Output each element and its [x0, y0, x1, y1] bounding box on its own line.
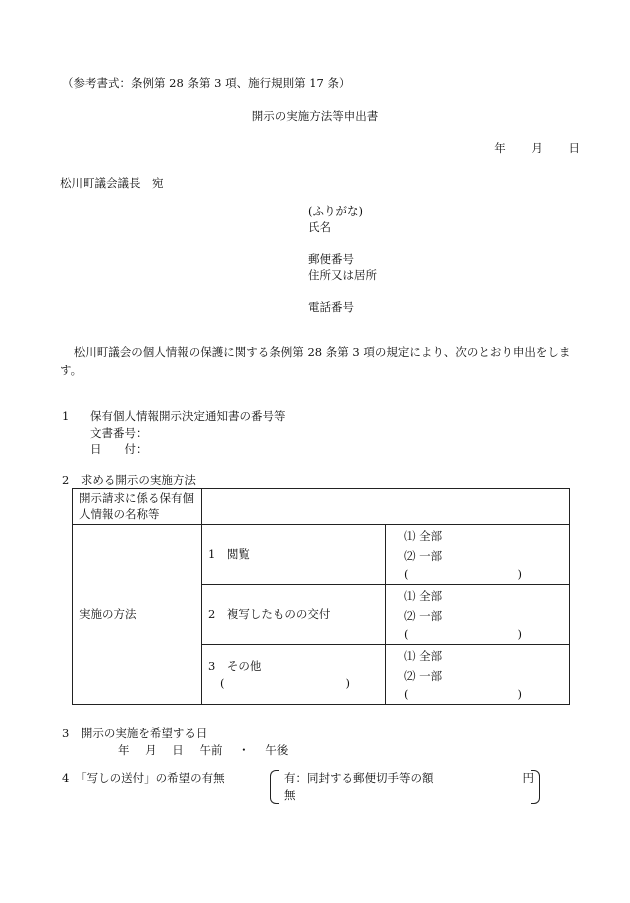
- method-3-label: 3 その他 ( ): [202, 645, 386, 705]
- document-title: 開示の実施方法等申出書: [251, 109, 379, 123]
- method-2-label: 2 複写したものの交付: [202, 585, 386, 645]
- section-1-number: 1: [62, 409, 70, 423]
- doc-date-label: 日 付：: [90, 442, 148, 457]
- phone-label: 電話番号: [308, 300, 354, 314]
- method-1-options[interactable]: [386, 525, 570, 585]
- section-1: [62, 408, 286, 458]
- left-bracket: [270, 770, 279, 804]
- opt-part[interactable]: ⑵ 一部: [404, 549, 443, 564]
- opt-part[interactable]: ⑵ 一部: [404, 669, 443, 684]
- section-4-heading: 4 「写しの送付」の希望の有無: [62, 771, 225, 785]
- address-label: 住所又は居所: [308, 268, 377, 282]
- info-name-label: 開示請求に係る保有個人情報の名称等: [73, 489, 202, 525]
- part-paren[interactable]: ( ): [404, 567, 522, 582]
- section-3: [62, 725, 288, 758]
- other-paren[interactable]: ( ): [220, 675, 350, 690]
- opt-all[interactable]: ⑴ 全部: [404, 529, 443, 544]
- preferred-date-line[interactable]: 年 月 日 午前 ・ 午後: [118, 742, 289, 757]
- date-line: 年 月 日: [494, 141, 580, 155]
- mail-copy-choice[interactable]: [270, 770, 540, 802]
- opt-part[interactable]: ⑵ 一部: [404, 609, 443, 624]
- method-label: 実施の方法: [73, 525, 202, 705]
- body-text: 松川町議会の個人情報の保護に関する条例第 28 条第 3 項の規定により、次のとおり申出をします。: [60, 345, 571, 377]
- yes-option[interactable]: 有：同封する郵便切手等の額: [284, 771, 434, 785]
- furigana-label: (ふりがな): [308, 204, 363, 218]
- opt-all[interactable]: ⑴ 全部: [404, 589, 443, 604]
- name-label: 氏名: [308, 220, 331, 234]
- info-name-field[interactable]: [202, 489, 570, 525]
- section-3-heading: 3 開示の実施を希望する日: [62, 726, 208, 740]
- doc-number-label: 文書番号：: [90, 425, 148, 440]
- part-paren[interactable]: ( ): [404, 687, 522, 702]
- yen-label: 円: [522, 771, 534, 785]
- part-paren[interactable]: ( ): [404, 627, 522, 642]
- reference-note: （参考書式：条例第 28 条第 3 項、施行規則第 17 条）: [62, 76, 351, 90]
- right-bracket: [531, 770, 540, 804]
- opt-all[interactable]: ⑴ 全部: [404, 649, 443, 664]
- method-3-options[interactable]: [386, 645, 570, 705]
- postal-label: 郵便番号: [308, 252, 354, 266]
- applicant-block: [308, 203, 377, 315]
- addressee: 松川町議会議長 宛: [60, 176, 164, 190]
- method-table: [72, 488, 570, 705]
- no-option[interactable]: 無: [284, 787, 296, 802]
- section-1-heading: 保有個人情報開示決定通知書の番号等: [90, 409, 286, 423]
- section-2-heading: 2 求める開示の実施方法: [62, 473, 196, 487]
- method-1-label: 1 閲覧: [202, 525, 386, 585]
- method-2-options[interactable]: [386, 585, 570, 645]
